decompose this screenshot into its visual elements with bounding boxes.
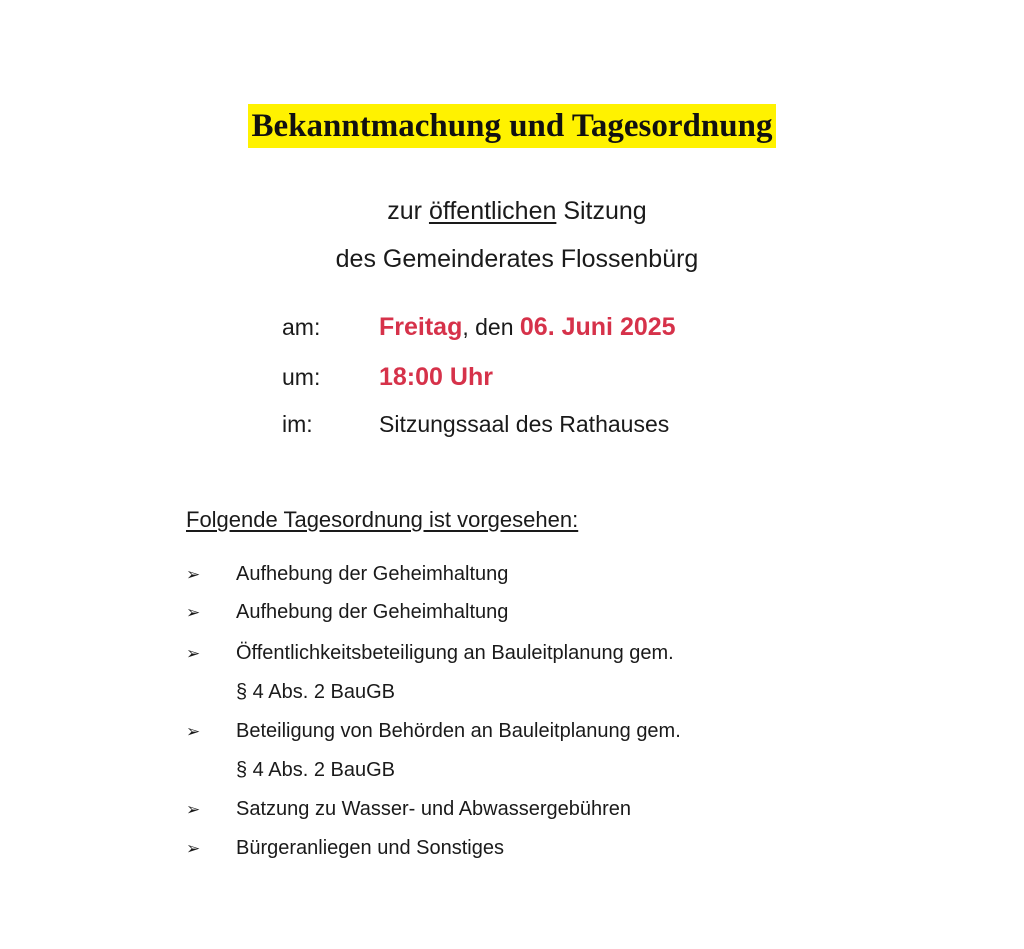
meeting-day: Freitag: [379, 313, 463, 341]
agenda-item: [186, 639, 674, 668]
arrow-bullet-icon: ➢: [186, 565, 201, 584]
arrow-bullet-icon: ➢: [186, 603, 201, 622]
arrow-bullet-icon: ➢: [186, 839, 201, 858]
arrow-bullet-icon: ➢: [186, 644, 201, 663]
agenda-heading: Folgende Tagesordnung ist vorgesehen:: [186, 507, 579, 532]
agenda-item-text: Aufhebung der Geheimhaltung: [236, 563, 509, 585]
agenda-item: [186, 560, 508, 589]
agenda-item-text: Beteiligung von Behörden an Bauleitplanung gem.: [236, 720, 681, 742]
agenda-item: [186, 598, 508, 627]
agenda-item: [186, 795, 631, 824]
meeting-location-row: [282, 409, 669, 439]
meeting-time-row: [282, 362, 493, 392]
subtitle-prefix: zur: [387, 197, 429, 225]
agenda-item-text: Satzung zu Wasser- und Abwassergebühren: [236, 798, 632, 820]
agenda-item: [186, 834, 504, 863]
meeting-location: Sitzungssaal des Rathauses: [379, 411, 670, 437]
arrow-bullet-icon: ➢: [186, 800, 201, 819]
subtitle-emphasis: öffentlichen: [428, 197, 557, 225]
agenda-item-text: Bürgeranliegen und Sonstiges: [236, 837, 504, 859]
meeting-date-row: [282, 312, 676, 342]
agenda-item-continuation: § 4 Abs. 2 BauGB: [236, 759, 395, 781]
arrow-bullet-icon: ➢: [186, 722, 201, 741]
agenda-item-text: Öffentlichkeitsbeteiligung an Bauleitplanung gem.: [236, 642, 674, 664]
location-label: im:: [282, 411, 313, 437]
agenda-item: [186, 717, 681, 746]
date-connector: , den: [462, 314, 520, 340]
date-label: am:: [282, 314, 321, 340]
meeting-time: 18:00 Uhr: [379, 363, 493, 391]
time-label: um:: [282, 364, 321, 390]
title-container: [0, 104, 1024, 148]
subtitle-suffix: Sitzung: [556, 197, 647, 225]
page-title: Bekanntmachung und Tagesordnung: [248, 104, 777, 148]
subtitle-line-2: des Gemeinderates Flossenbürg: [335, 245, 699, 273]
agenda-item-text: Aufhebung der Geheimhaltung: [236, 601, 509, 623]
meeting-date: 06. Juni 2025: [519, 313, 676, 341]
date-value: [379, 312, 676, 342]
subtitle-line-1: [0, 196, 1024, 226]
agenda-item-continuation: § 4 Abs. 2 BauGB: [236, 681, 395, 703]
